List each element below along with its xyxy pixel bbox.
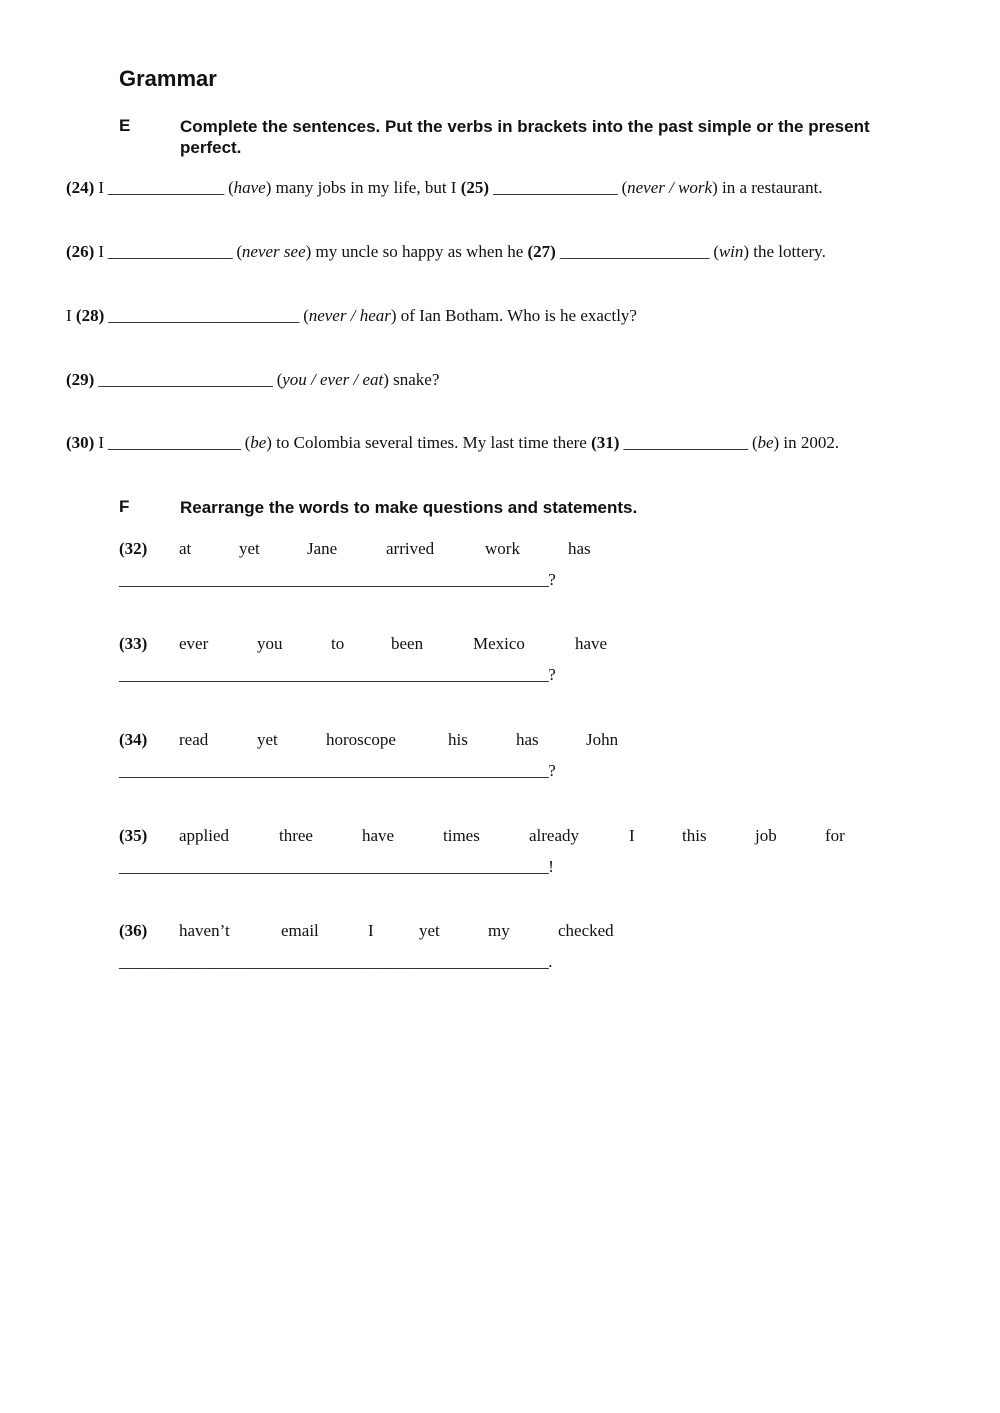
- sentence-text: ) in a restaurant.: [712, 178, 823, 197]
- sentence-26-27: [66, 242, 826, 262]
- page-title: Grammar: [119, 66, 217, 91]
- word: have: [362, 826, 395, 845]
- word: have: [575, 634, 608, 653]
- word: yet: [239, 539, 260, 558]
- item-number: (36): [119, 921, 148, 940]
- word: Mexico: [473, 634, 525, 653]
- word: read: [179, 730, 209, 749]
- sentence-28: [66, 306, 637, 326]
- sentence-24-25: [66, 178, 823, 198]
- sentence-text: _______________ (: [489, 178, 628, 197]
- verb-hint: you / ever / eat: [282, 370, 384, 389]
- sentence-text: I ________________ (: [94, 433, 251, 452]
- word: arrived: [386, 539, 435, 558]
- sentence-text: I: [66, 306, 76, 325]
- item-number: (32): [119, 539, 148, 558]
- sentence-text: __________________ (: [555, 242, 719, 261]
- sentence-text: I _______________ (: [94, 242, 242, 261]
- verb-hint: have: [233, 178, 266, 197]
- item-number: (34): [119, 730, 148, 749]
- word: already: [529, 826, 580, 845]
- section-f-instruction: Rearrange the words to make questions and statements.: [180, 498, 638, 517]
- word: checked: [558, 921, 614, 940]
- word: work: [485, 539, 520, 558]
- word: job: [755, 826, 777, 845]
- word: horoscope: [326, 730, 396, 749]
- answer-line-33: _____________________________________________________?: [119, 665, 556, 684]
- answer-line-32: _____________________________________________________?: [119, 570, 556, 589]
- item-number: (24): [66, 178, 95, 197]
- section-e-letter: E: [119, 116, 131, 135]
- item-number: (35): [119, 826, 148, 845]
- section-e-instruction: Complete the sentences. Put the verbs in brackets into the past simple or the present perfect.: [180, 117, 870, 157]
- word: his: [448, 730, 468, 749]
- item-number: (25): [460, 178, 490, 197]
- answer-line-36: _____________________________________________________.: [119, 952, 553, 971]
- word: this: [682, 826, 707, 845]
- verb-hint: be: [250, 433, 267, 452]
- verb-hint: win: [718, 242, 744, 261]
- sentence-text: ) the lottery.: [743, 242, 826, 261]
- sentence-text: ) in 2002.: [773, 433, 840, 452]
- word: times: [443, 826, 480, 845]
- sentence-text: ) of Ian Botham. Who is he exactly?: [390, 306, 637, 325]
- verb-hint: be: [757, 433, 774, 452]
- sentence-text: ) my uncle so happy as when he: [305, 242, 528, 261]
- word: been: [391, 634, 424, 653]
- sentence-text: _______________ (: [619, 433, 758, 452]
- item-number: (31): [591, 433, 620, 452]
- section-f-letter: F: [119, 497, 130, 516]
- item-number: (26): [66, 242, 95, 261]
- item-number: (28): [75, 306, 105, 325]
- verb-hint: never / hear: [308, 306, 391, 325]
- word: you: [257, 634, 283, 653]
- sentence-text: ) many jobs in my life, but I: [265, 178, 461, 197]
- word: ever: [179, 634, 209, 653]
- sentence-text: ) to Colombia several times. My last time there: [266, 433, 592, 452]
- answer-line-34: _____________________________________________________?: [119, 761, 556, 780]
- word: I: [629, 826, 635, 845]
- word: Jane: [307, 539, 338, 558]
- word: has: [568, 539, 591, 558]
- word: for: [825, 826, 845, 845]
- answer-line-35: _____________________________________________________!: [119, 857, 554, 876]
- word: John: [586, 730, 619, 749]
- word: to: [331, 634, 345, 653]
- word: has: [516, 730, 539, 749]
- sentence-text: I ______________ (: [94, 178, 234, 197]
- item-number: (33): [119, 634, 148, 653]
- item-number: (30): [66, 433, 95, 452]
- word: email: [281, 921, 319, 940]
- word: applied: [179, 826, 230, 845]
- verb-hint: never see: [241, 242, 306, 261]
- word: at: [179, 539, 192, 558]
- verb-hint: never / work: [627, 178, 713, 197]
- sentence-text: _______________________ (: [104, 306, 309, 325]
- item-number: (29): [66, 370, 95, 389]
- word: my: [488, 921, 510, 940]
- sentence-29: [66, 370, 439, 390]
- sentence-text: ) snake?: [383, 370, 440, 389]
- word: yet: [257, 730, 278, 749]
- word: I: [368, 921, 374, 940]
- word: haven’t: [179, 921, 230, 940]
- sentence-text: _____________________ (: [94, 370, 283, 389]
- item-number: (27): [527, 242, 556, 261]
- word: yet: [419, 921, 440, 940]
- sentence-30-31: [66, 433, 839, 453]
- word: three: [279, 826, 313, 845]
